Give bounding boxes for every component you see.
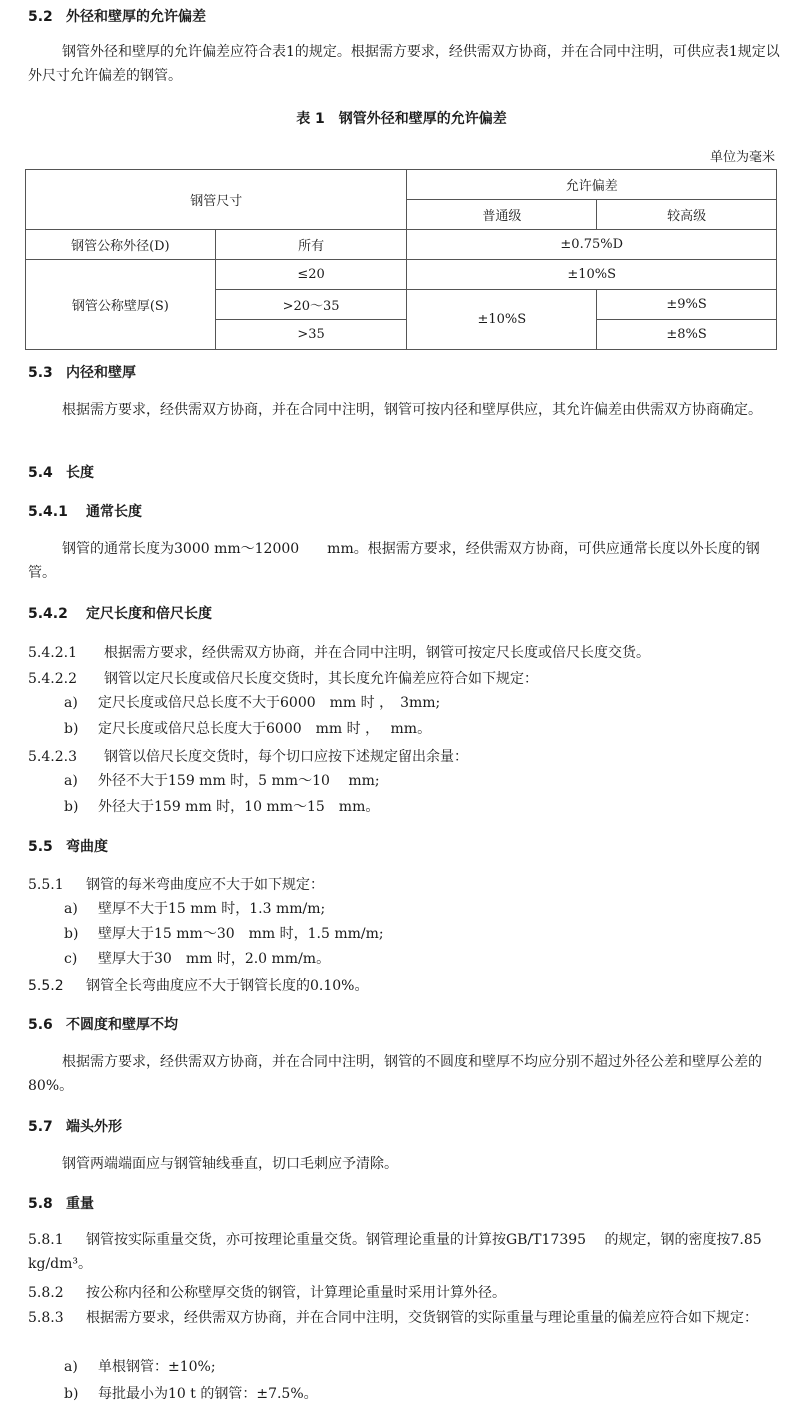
paragraph-5-2: 钢管外径和壁厚的允许偏差应符合表1的规定。根据需方要求，经供需双方协商，并在合同中注明，可供应表1规定以外尺寸允许偏差的钢管。 <box>28 44 780 84</box>
list-item: a) 定尺长度或倍尺总长度不大于6000 mm 时 ， 3mm; <box>64 695 441 711</box>
od-range: 所有 <box>215 230 407 260</box>
section-heading-5-5: 5.5 弯曲度 <box>28 839 108 855</box>
list-item: a) 壁厚不大于15 mm 时，1.3 mm/m; <box>64 901 326 917</box>
section-heading-5-8: 5.8 重量 <box>28 1196 94 1212</box>
list-item: b) 壁厚大于15 mm～30 mm 时，1.5 mm/m; <box>64 926 384 942</box>
wt1-tolerance: ±10%S <box>407 260 777 290</box>
paragraph-5-3: 根据需方要求，经供需双方协商，并在合同中注明，钢管可按内径和壁厚供应，其允许偏差由供需双方协商确定。 <box>62 402 762 418</box>
list-item: a) 外径不大于159 mm 时，5 mm～10 mm; <box>64 773 380 789</box>
paragraph-5-6: 根据需方要求，经供需双方协商，并在合同中注明，钢管的不圆度和壁厚不均应分别不超过外径公差和壁厚公差的 80%。 <box>28 1054 762 1094</box>
clause-5-4-2-2: 5.4.2.2 钢管以定尺长度或倍尺长度交货时，其长度允许偏差应符合如下规定： <box>28 671 538 687</box>
header-size: 钢管尺寸 <box>26 170 407 230</box>
wt1-range: ≤20 <box>215 260 407 290</box>
header-tolerance: 允许偏差 <box>407 170 777 200</box>
wt3-range: >35 <box>215 320 407 350</box>
header-high: 较高级 <box>597 200 777 230</box>
section-heading-5-2: 5.2 外径和壁厚的允许偏差 <box>28 9 206 25</box>
section-heading-5-7: 5.7 端头外形 <box>28 1119 122 1135</box>
wt2-high-tolerance: ±9%S <box>597 290 777 320</box>
wt3-high-tolerance: ±8%S <box>597 320 777 350</box>
wt2-range: >20～35 <box>215 290 407 320</box>
clause-5-8-3: 5.8.3 根据需方要求，经供需双方协商，并在合同中注明，交货钢管的实际重量与理论重量的偏差应符合如下规定： <box>28 1310 758 1326</box>
table-caption: 表 1 钢管外径和壁厚的允许偏差 <box>296 111 507 127</box>
paragraph-5-7: 钢管两端端面应与钢管轴线垂直，切口毛刺应予清除。 <box>62 1156 398 1172</box>
tolerance-table <box>25 169 777 350</box>
row-label-wt: 钢管公称壁厚(S) <box>26 260 216 350</box>
header-normal: 普通级 <box>407 200 597 230</box>
od-tolerance: ±0.75%D <box>407 230 777 260</box>
clause-5-4-2-3: 5.4.2.3 钢管以倍尺长度交货时，每个切口应按下述规定留出余量： <box>28 749 468 765</box>
clause-5-8-1: 5.8.1 钢管按实际重量交货，亦可按理论重量交货。钢管理论重量的计算按GB/T17395 的规定，钢的密度按7.85 kg/dm³。 <box>28 1232 762 1272</box>
clause-5-5-1: 5.5.1 钢管的每米弯曲度应不大于如下规定： <box>28 877 324 893</box>
paragraph-5-4-1: 钢管的通常长度为3000 mm～12000 mm。根据需方要求，经供需双方协商，可供应通常长度以外长度的钢管。 <box>28 541 760 581</box>
section-heading-5-4-2: 5.4.2 定尺长度和倍尺长度 <box>28 606 212 622</box>
wt-normal-tolerance: ±10%S <box>407 290 597 350</box>
list-item: c) 壁厚大于30 mm 时，2.0 mm/m。 <box>64 951 331 967</box>
row-label-od: 钢管公称外径(D) <box>26 230 216 260</box>
section-heading-5-6: 5.6 不圆度和壁厚不均 <box>28 1017 178 1033</box>
section-heading-5-4: 5.4 长度 <box>28 465 94 481</box>
section-heading-5-3: 5.3 内径和壁厚 <box>28 365 136 381</box>
clause-5-4-2-1: 5.4.2.1 根据需方要求，经供需双方协商，并在合同中注明，钢管可按定尺长度或倍尺长度交货。 <box>28 645 650 661</box>
list-item: b) 外径大于159 mm 时，10 mm～15 mm。 <box>64 799 380 815</box>
list-item: a) 单根钢管：±10%; <box>64 1359 216 1375</box>
list-item: b) 定尺长度或倍尺总长度大于6000 mm 时 ， mm。 <box>64 721 432 737</box>
clause-5-8-2: 5.8.2 按公称内径和公称壁厚交货的钢管，计算理论重量时采用计算外径。 <box>28 1285 506 1301</box>
clause-5-5-2: 5.5.2 钢管全长弯曲度应不大于钢管长度的0.10%。 <box>28 978 369 994</box>
section-heading-5-4-1: 5.4.1 通常长度 <box>28 504 142 520</box>
table-unit-note: 单位为毫米 <box>709 150 775 165</box>
list-item: b) 每批最小为10 t 的钢管：±7.5%。 <box>64 1386 318 1402</box>
